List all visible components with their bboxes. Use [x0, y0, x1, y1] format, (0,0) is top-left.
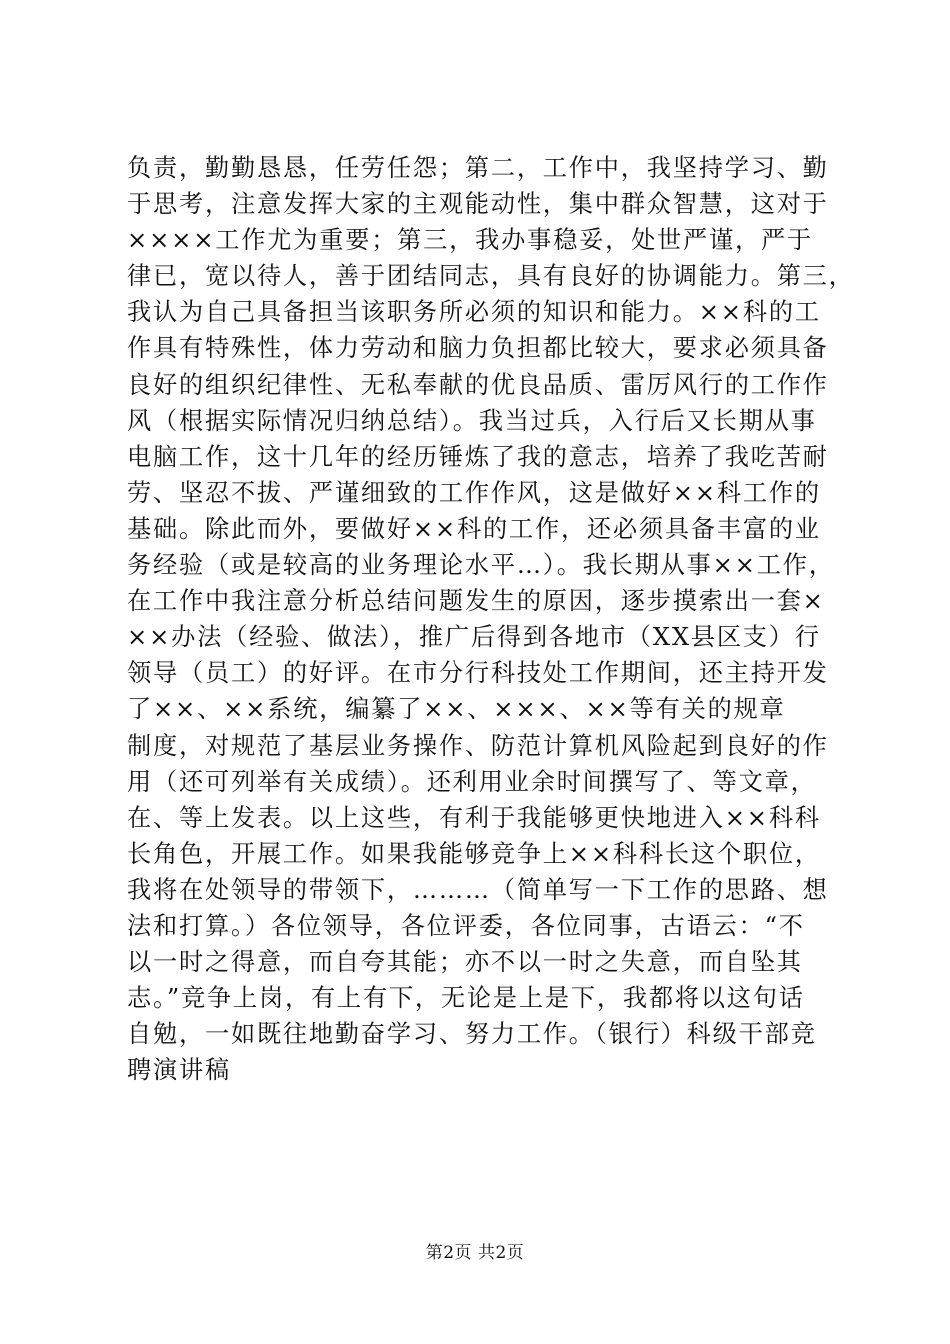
body-line: 用（还可列举有关成绩）。还利用业余时间撰写了、等文章，: [127, 767, 817, 796]
body-line: 在、等上发表。以上这些，有利于我能够更快地进入××科科: [127, 803, 821, 832]
body-line: 领导（员工）的好评。在市分行科技处工作期间，还主持开发: [127, 659, 829, 688]
body-text: [127, 150, 855, 1088]
body-line: 制度，对规范了基层业务操作、防范计算机风险起到良好的作: [127, 731, 829, 760]
body-line: 基础。除此而外，要做好××科的工作，还必须具备丰富的业: [127, 514, 821, 543]
body-line: 自勉，一如既往地勤奋学习、努力工作。（银行）科级干部竞: [127, 1020, 817, 1049]
body-line: 了××、××系统，编纂了××、×××、××等有关的规章: [127, 695, 786, 724]
body-line: 我认为自己具备担当该职务所必须的知识和能力。××科的工: [127, 298, 821, 327]
body-line: 以一时之得意，而自夸其能；亦不以一时之失意，而自坠其: [127, 948, 803, 977]
body-line: 我将在处领导的带领下，………（简单写一下工作的思路、想: [127, 875, 829, 904]
body-line: 聘演讲稿: [127, 1056, 231, 1085]
body-line: 长角色，开展工作。如果我能够竞争上××科科长这个职位，: [127, 839, 821, 868]
page-footer: 第2页 共2页: [425, 1243, 525, 1263]
body-line: 电脑工作，这十几年的经历锤炼了我的意志，培养了我吃苦耐: [127, 442, 829, 471]
body-line: 风（根据实际情况归纳总结）。我当过兵，入行后又长期从事: [127, 406, 817, 435]
body-line: 作具有特殊性，体力劳动和脑力负担都比较大，要求必须具备: [127, 334, 829, 363]
body-line: 志。”竞争上岗，有上有下，无论是上是下，我都将以这句话: [127, 984, 805, 1013]
body-line: ××办法（经验、做法），推广后得到各地市（XX县区支）行: [127, 623, 821, 652]
body-line: 律已，宽以待人，善于团结同志，具有良好的协调能力。第三，: [127, 262, 855, 291]
body-line: ××××工作尤为重要；第三，我办事稳妥，处世严谨，严于: [127, 226, 813, 255]
body-line: 务经验（或是较高的业务理论水平…）。我长期从事××工作，: [127, 551, 835, 580]
body-line: 法和打算。）各位领导，各位评委，各位同事，古语云：“不: [127, 911, 805, 940]
body-line: 劳、坚忍不拔、严谨细致的工作作风，这是做好××科工作的: [127, 478, 821, 507]
body-line: 在工作中我注意分析总结问题发生的原因，逐步摸索出一套×: [127, 587, 825, 616]
body-line: 于思考，注意发挥大家的主观能动性，集中群众智慧，这对于: [127, 190, 829, 219]
body-line: 良好的组织纪律性、无私奉献的优良品质、雷厉风行的工作作: [127, 370, 829, 399]
body-line: 负责，勤勤恳恳，任劳任怨；第二，工作中，我坚持学习、勤: [127, 154, 829, 182]
